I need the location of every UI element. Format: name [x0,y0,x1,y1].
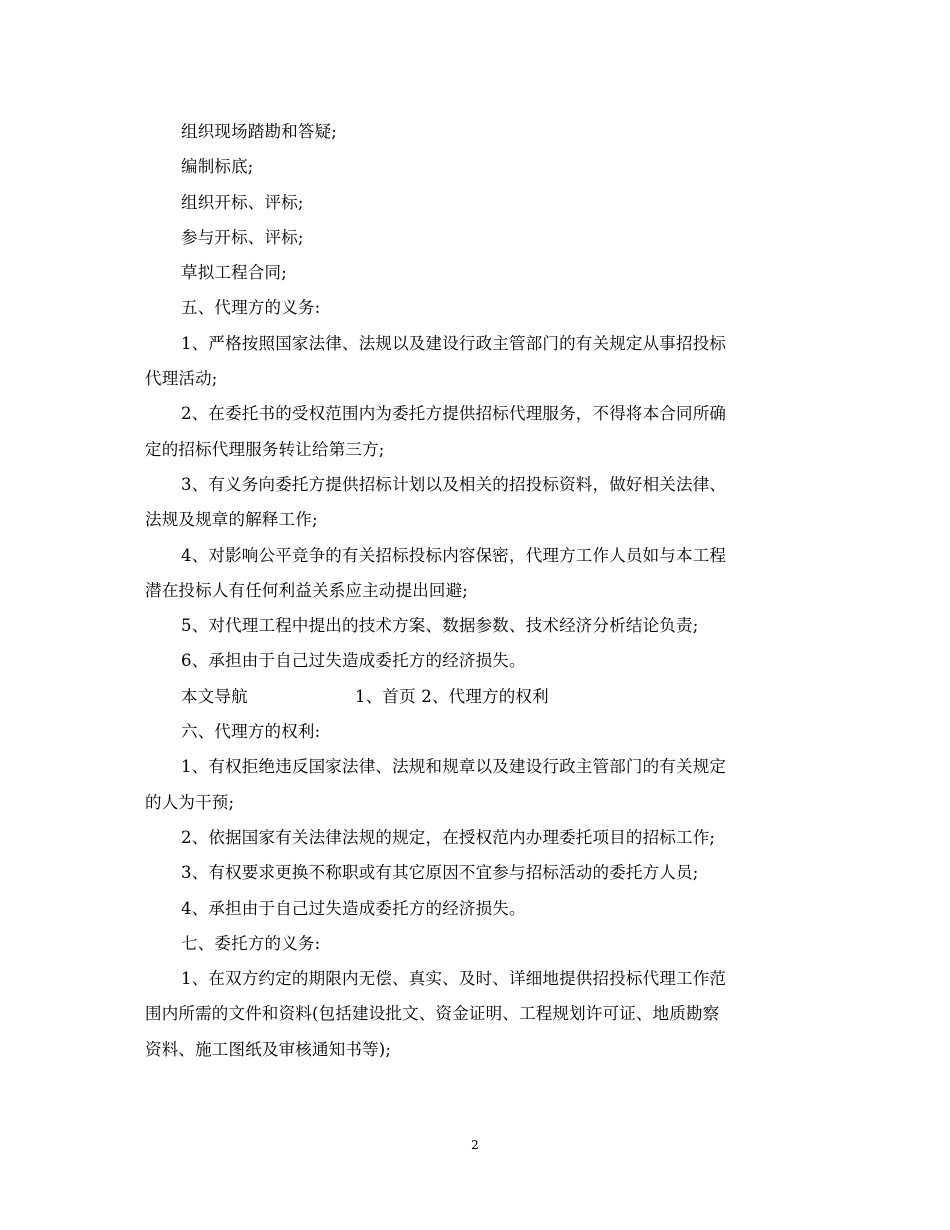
text-line: 六、代理方的权利: [181,722,321,742]
text-line: 1、在双方约定的期限内无偿、真实、及时、详细地提供招投标代理工作范 [181,969,727,989]
text-line: 七、委托方的义务: [181,933,321,953]
text-line: 的人为干预; [145,792,235,812]
text-line: 3、有权要求更换不称职或有其它原因不宜参与招标活动的委托方人员; [181,863,699,883]
page-number: 2 [471,1138,479,1152]
text-line: 1、严格按照国家法律、法规以及建设行政主管部门的有关规定从事招投标 [181,333,727,353]
text-line: 组织开标、评标; [181,192,304,212]
navigation-links[interactable]: 1、首页 2、代理方的权利 [355,686,549,706]
text-line: 代理活动; [145,369,218,389]
text-line: 2、依据国家有关法律法规的规定，在授权范内办理委托项目的招标工作; [181,827,716,847]
document-body [145,114,805,1067]
text-line: 草拟工程合同; [181,263,287,283]
text-line: 3、有义务向委托方提供招标计划以及相关的招投标资料，做好相关法律、 [181,474,727,494]
text-line: 潜在投标人有任何利益关系应主动提出回避; [145,580,469,600]
text-line: 法规及规章的解释工作; [145,510,318,530]
text-line: 2、在委托书的受权范围内为委托方提供招标代理服务，不得将本合同所确 [181,404,727,424]
text-line: 6、承担由于自己过失造成委托方的经济损失。 [181,651,526,671]
text-line: 围内所需的文件和资料(包括建设批文、资金证明、工程规划许可证、地质勘察 [145,1004,720,1024]
text-line: 编制标底; [181,157,254,177]
text-line: 参与开标、评标; [181,227,304,247]
paragraph-block-1 [145,114,805,679]
text-line: 1、有权拒绝违反国家法律、法规和规章以及建设行政主管部门的有关规定 [181,757,727,777]
text-line: 定的招标代理服务转让给第三方; [145,439,385,459]
article-navigation [145,679,805,714]
paragraph-block-2 [145,714,805,1067]
text-line: 五、代理方的义务: [181,298,321,318]
text-line: 4、承担由于自己过失造成委托方的经济损失。 [181,898,526,918]
navigation-label: 本文导航 [181,686,248,706]
text-line: 4、对影响公平竞争的有关招标投标内容保密，代理方工作人员如与本工程 [181,545,727,565]
text-line: 组织现场踏勘和答疑; [181,122,338,141]
text-line: 资料、施工图纸及审核通知书等); [145,1039,392,1059]
text-line: 5、对代理工程中提出的技术方案、数据参数、技术经济分析结论负责; [181,616,699,636]
